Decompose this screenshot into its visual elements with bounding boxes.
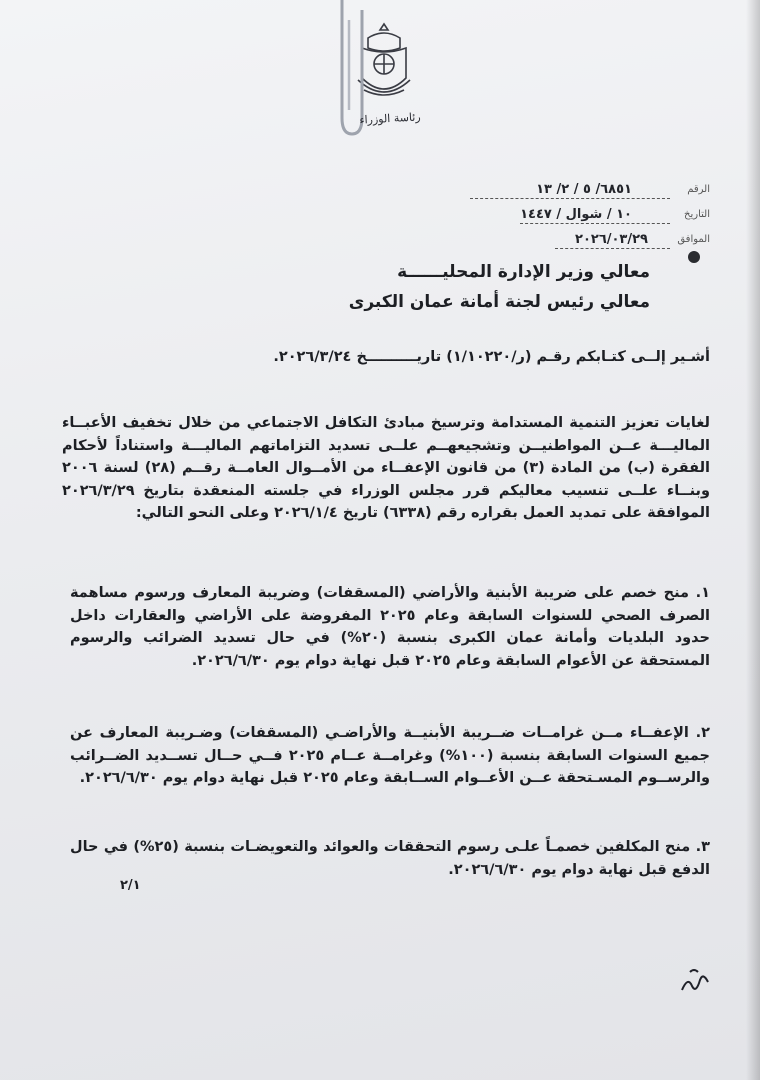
ref-number-line xyxy=(470,198,670,200)
list-item-1: ١. منح خصم على ضريبة الأبنية والأراضي (المسقفات) وضريبة المعارف ورسوم مساهمة الصرف الصحي للسنوات السابقة وعام ٢٠٢٥ المفروضة على الأراضي والعقارات داخل حدود البلديات وأمانة عمان الكبرى بنسبة (٢٠%) في حال تسديد الضرائب والرسوم المستحقة عن الأعوام السابقة وعام ٢٠٢٥ قبل نهاية دوام يوم ٢٠٢٦/٦/٣٠. xyxy=(70,585,711,669)
ref-corresponding-line xyxy=(555,248,670,250)
signature-mark xyxy=(676,960,716,1000)
page-number: ٢/١ xyxy=(120,878,141,893)
list-item-3: ٣. منح المكلفين خصمـاً علـى رسوم التحققات والعوائد والتعويضـات بنسبة (٢٥%) في حال الدفع قبل نهاية دوام يوم ٢٠٢٦/٦/٣٠. xyxy=(70,839,710,878)
ref-corresponding-label: الموافق xyxy=(677,234,710,245)
gregorian-date-value: ٢٠٢٦/٠٣/٢٩ xyxy=(575,232,648,247)
hijri-date-value: ١٠ / شوال / ١٤٤٧ xyxy=(520,207,632,222)
emblem-caption: رئاسة الوزراء xyxy=(359,110,421,127)
ref-date-line xyxy=(520,223,670,225)
list-item-2: ٢. الإعفــاء مــن غرامــات ضــريبة الأبنيــة والأراضـي (المسقفات) وضـريبة المعارف عن جميع السنوات السابقة بنسبة (١٠٠%) وغرامــة عــام ٢٠٢٥ فــي حــال تســديد الضــرائب والرســوم المسـتحقة عــن الأعــوام الســابقة وعام ٢٠٢٥ قبل نهاية دوام يوم ٢٠٢٦/٦/٣٠. xyxy=(70,725,711,786)
page-edge-shadow xyxy=(746,0,760,1080)
ref-number-label: الرقم xyxy=(687,184,710,195)
ref-number-value: ٦٨٥١/ ٥ / ٢/ ١٣ xyxy=(536,182,632,197)
ink-dot xyxy=(688,251,700,263)
reference-block xyxy=(470,180,710,260)
intro-paragraph: لغايات تعزيز التنمية المستدامة وترسيخ مبادئ التكافل الاجتماعي من خلال تخفيف الأعبــاء الماليـــة عــن المواطنيــن وتشجيعهــم علــى تسديد التزاماتهم الماليـــة واستناداً لأحكام الفقرة (ب) من المادة (٣) من قانون الإعفــاء من الأمــوال العامــة رقــم (٢٨) لسنة ٢٠٠٦ وبنــاء علــى تنسيب معاليكم قرر مجلس الوزراء في جلسته المنعقدة بتاريخ ٢٠٢٦/٣/٢٩ الموافقة على تمديد العمل بقراره رقم (٦٣٣٨) تاريخ ٢٠٢٦/١/٤ وعلى النحو التالي: xyxy=(62,415,710,521)
addressee-minister: معالي وزير الإدارة المحليــــــة xyxy=(397,262,650,282)
reference-paragraph: أشـير إلــى كتـابكم رقـم (ر/١/١٠٢٢٠) تاريــــــــــخ ٢٠٢٦/٣/٢٤. xyxy=(273,349,710,365)
ref-date-label: التاريخ xyxy=(684,209,710,220)
addressee-amman-committee: معالي رئيس لجنة أمانة عمان الكبرى xyxy=(348,292,650,312)
